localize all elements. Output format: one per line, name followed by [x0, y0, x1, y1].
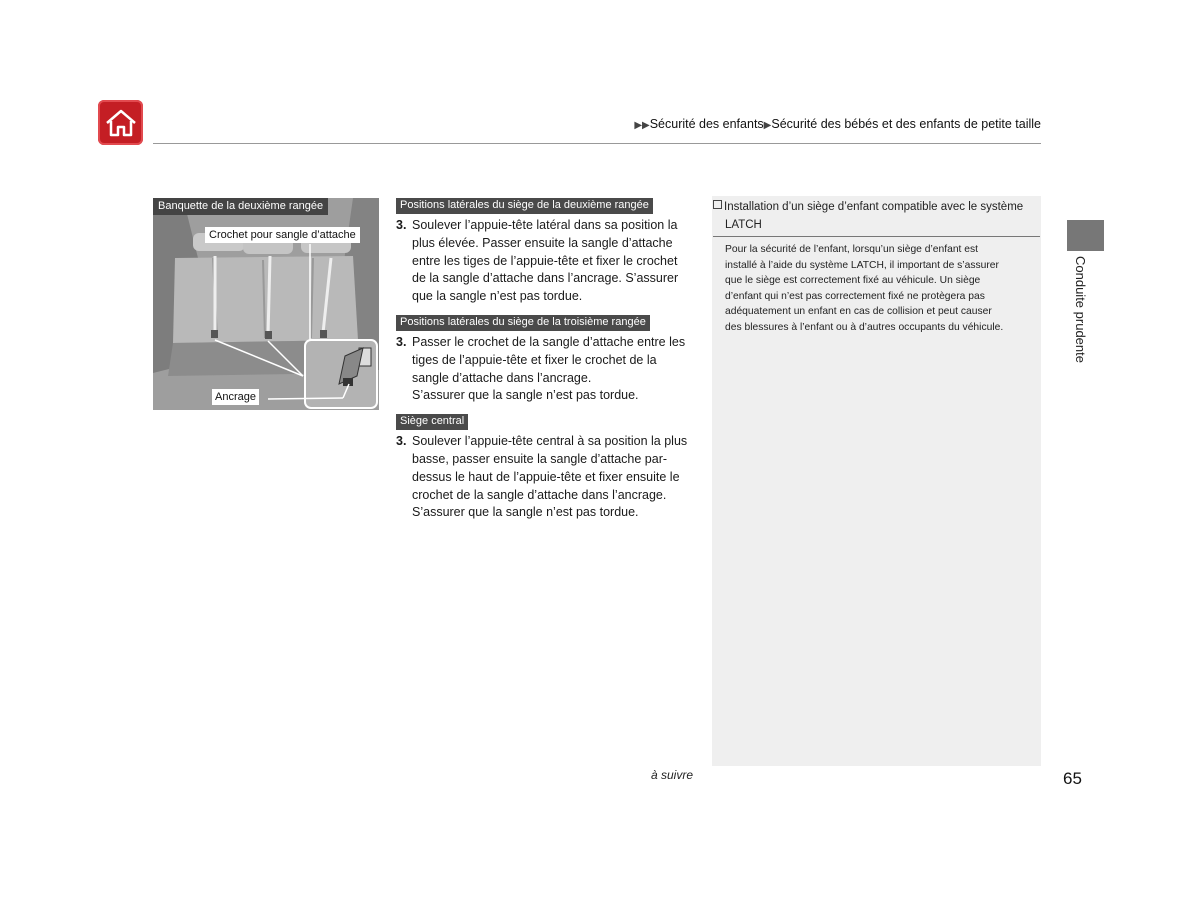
- figure-label-anchor: Ancrage: [212, 389, 259, 405]
- note-line: que le siège est correctement fixé au véhicule. Un siège: [725, 275, 981, 286]
- step-item: [396, 433, 696, 522]
- note-heading: [712, 196, 1041, 236]
- figure-title: Banquette de la deuxième rangée: [153, 198, 328, 215]
- chapter-label: Conduite prudente: [1073, 256, 1088, 363]
- step-line: plus élevée. Passer ensuite la sangle d’attache: [412, 235, 673, 250]
- step-line: Soulever l’appuie-tête central à sa position la plus: [412, 434, 688, 449]
- step-line: tiges de l’appuie-tête et fixer le crochet de la: [412, 352, 657, 367]
- page-number: 65: [1063, 769, 1082, 788]
- note-line: installé à l’aide du système LATCH, il important de s’assurer: [725, 259, 999, 271]
- note-line: d’enfant qui n’est pas correctement fixé ne protègera pas: [725, 290, 985, 302]
- triangle-right-icon: ▶▶: [634, 120, 650, 131]
- section-tag: Positions latérales du siège de la deuxième rangée: [396, 198, 653, 214]
- step-line: entre les tiges de l’appuie-tête et fixer le crochet: [412, 253, 678, 268]
- note-body: [712, 237, 1041, 335]
- section-center-seat: [396, 411, 696, 522]
- section-tag: Siège central: [396, 414, 468, 430]
- home-button[interactable]: [98, 100, 143, 145]
- note-line: adéquatement un enfant en cas de collision et peut causer: [725, 306, 992, 317]
- breadcrumb-section[interactable]: Sécurité des enfants: [649, 117, 764, 131]
- header-divider: [153, 143, 1041, 144]
- step-line: dessus le haut de l’appuie-tête et fixer ensuite le: [412, 469, 680, 484]
- step-line: basse, passer ensuite la sangle d’attache par-: [412, 451, 668, 466]
- home-icon: [104, 108, 138, 138]
- seat-tether-illustration: [153, 198, 379, 410]
- note-line: Pour la sécurité de l’enfant, lorsqu’un siège d’enfant est: [725, 244, 979, 255]
- instruction-column: [396, 195, 696, 528]
- step-line: sangle d’attache dans l’ancrage.: [412, 370, 592, 385]
- section-third-row-side: [396, 312, 696, 405]
- section-second-row-side: [396, 195, 696, 306]
- triangle-right-icon: ▶: [763, 120, 772, 131]
- breadcrumb: [634, 117, 1041, 131]
- step-line: crochet de la sangle d’attache dans l’ancrage.: [412, 487, 667, 502]
- note-panel: [712, 196, 1041, 766]
- step-line: Soulever l’appuie-tête latéral dans sa position la: [412, 218, 678, 232]
- step-number: 3.: [396, 334, 407, 349]
- step-line: S’assurer que la sangle n’est pas tordue.: [412, 505, 639, 520]
- step-line: S’assurer que la sangle n’est pas tordue.: [412, 388, 639, 403]
- note-heading-line: Installation d’un siège d’enfant compatible avec le système: [724, 201, 1024, 213]
- step-item: [396, 217, 696, 306]
- chapter-tab[interactable]: [1067, 220, 1104, 251]
- step-item: [396, 334, 696, 405]
- note-box-icon: [713, 200, 722, 209]
- note-heading-line: LATCH: [725, 219, 762, 231]
- step-number: 3.: [396, 218, 407, 232]
- continued-indicator: à suivre: [651, 768, 694, 782]
- step-line: Passer le crochet de la sangle d’attache entre les: [412, 334, 686, 349]
- step-line: de la sangle d’attache dans l’ancrage. S’assurer: [412, 271, 679, 286]
- figure-label-hook: Crochet pour sangle d’attache: [205, 227, 360, 243]
- step-number: 3.: [396, 434, 407, 449]
- section-tag: Positions latérales du siège de la troisième rangée: [396, 315, 650, 331]
- step-line: que la sangle n’est pas tordue.: [412, 289, 583, 304]
- note-line: des blessures à l’enfant ou à d’autres occupants du véhicule.: [725, 321, 1004, 333]
- breadcrumb-subsection[interactable]: Sécurité des bébés et des enfants de petite taille: [771, 117, 1041, 131]
